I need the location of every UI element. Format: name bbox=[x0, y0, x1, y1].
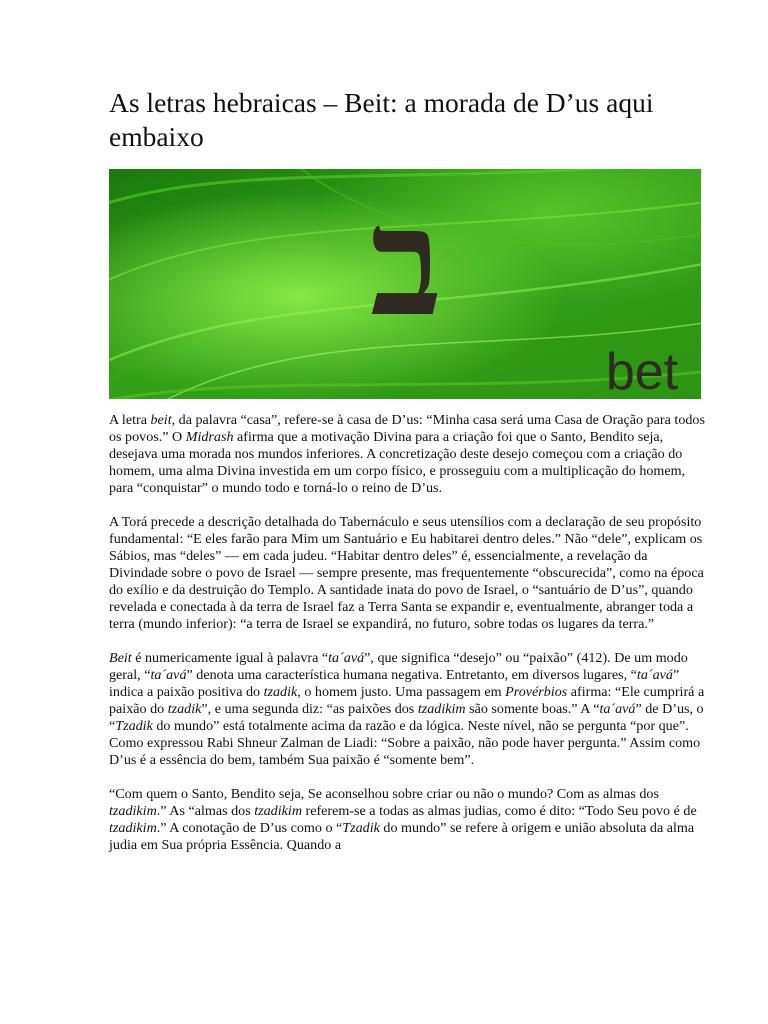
italic-term: tzadik bbox=[263, 684, 298, 700]
text-span: é numericamente igual à palavra “ bbox=[131, 650, 329, 666]
italic-term: ta´avá bbox=[328, 650, 365, 666]
text-span: afirma: “Ele cumprirá a paixão do bbox=[109, 684, 705, 717]
paragraph-3 bbox=[109, 650, 709, 769]
text-span: “Com quem o Santo, Bendito seja, Se aconselhou sobre criar ou não o mundo? Com as almas dos bbox=[109, 786, 659, 802]
italic-term: Midrash bbox=[185, 429, 234, 445]
hebrew-letter-beit: ב bbox=[369, 174, 443, 350]
italic-term: tzadikim bbox=[254, 803, 302, 819]
text-span: afirma que a motivação Divina para a criação foi que o Santo, Bendito seja, desejava uma morada nos mundos inferiores. A concretização deste desejo começou com a criação do homem, uma alma Divina investida em um corpo físico, e prosseguiu com a multiplicação do homem, para “conquistar” o mundo todo e torná-lo o reino de D’us. bbox=[109, 429, 686, 496]
italic-term: Provérbios bbox=[505, 684, 568, 700]
italic-term: tzadikim bbox=[109, 803, 157, 819]
paragraph-2 bbox=[109, 514, 709, 633]
text-span: A letra bbox=[109, 412, 151, 428]
text-span: ” indica a paixão positiva do bbox=[109, 667, 680, 700]
italic-term: ta´avá bbox=[636, 667, 673, 683]
italic-term: Tzadik bbox=[115, 718, 153, 734]
italic-term: ta´avá bbox=[599, 701, 636, 717]
italic-term: beit bbox=[150, 412, 172, 428]
text-span: A Torá precede a descrição detalhada do Tabernáculo e seus utensílios com a declaração de seu propósito fundamental: “E eles farão para Mim um Santuário e Eu habitarei dentro deles.” Não “dele”, explicam os Sábios, mas “deles” — em cada judeu. “Habitar dentro deles” é, essencialmente, a revelação da Divindade sobre o povo de Israel — sempre presente, mas frequentemente “obscurecida”, como na época do exílio e da destruição do Templo. A santidade inata do povo de Israel, o “santuário de D’us”, quando revelada e conectada à da terra de Israel faz a Terra Santa se expandir e, eventualmente, abranger toda a terra (mundo inferior): “a terra de Israel se expandirá, no futuro, sobre todas os lugares da terra.” bbox=[109, 514, 704, 632]
italic-term: ta´avá bbox=[150, 667, 187, 683]
text-span: ”, que significa “desejo” ou “paixão” (412). De um modo geral, “ bbox=[109, 650, 688, 683]
italic-term: tzadikim bbox=[109, 820, 157, 836]
beit-banner-image bbox=[109, 169, 701, 399]
paragraph-4 bbox=[109, 786, 709, 854]
text-span: referem-se a todas as almas judias, como é dito: “Todo Seu povo é de bbox=[302, 803, 697, 819]
text-span: ” denota uma característica humana negativa. Entretanto, em diversos lugares, “ bbox=[186, 667, 637, 683]
text-span: ”, e uma segunda diz: “as paixões dos bbox=[201, 701, 418, 717]
italic-term: Beit bbox=[109, 650, 132, 666]
italic-term: tzadik bbox=[167, 701, 202, 717]
article-body bbox=[109, 412, 709, 871]
banner-label-bet: bet bbox=[605, 343, 679, 399]
text-span: são somente boas.” A “ bbox=[465, 701, 600, 717]
italic-term: tzadikim bbox=[417, 701, 466, 717]
text-span: do mundo” está totalmente acima da razão e da lógica. Neste nível, não se pergunta “por que”. Como expressou Rabi Shneur Zalman de Liadi: “Sobre a paixão, não pode haver pergunta.” Assim como D’us é a essência do bem, também Sua paixão é “somente bem”. bbox=[109, 718, 701, 768]
text-span: ” de D’us, o “ bbox=[109, 701, 704, 734]
paragraph-1 bbox=[109, 412, 709, 497]
text-span: do mundo” se refere à origem e união absoluta da alma judia em Sua própria Essência. Quando a bbox=[109, 820, 695, 853]
text-span: , o homem justo. Uma passagem em bbox=[297, 684, 506, 700]
italic-term: Tzadik bbox=[342, 820, 380, 836]
text-span: , da palavra “casa”, refere-se à casa de D’us: “Minha casa será uma Casa de Oração para todos os povos.” O bbox=[109, 412, 705, 445]
text-span: .” As “almas dos bbox=[156, 803, 255, 819]
text-span: .” A conotação de D’us como o “ bbox=[156, 820, 343, 836]
page-title: As letras hebraicas – Beit: a morada de D’us aqui embaixo bbox=[109, 87, 654, 152]
